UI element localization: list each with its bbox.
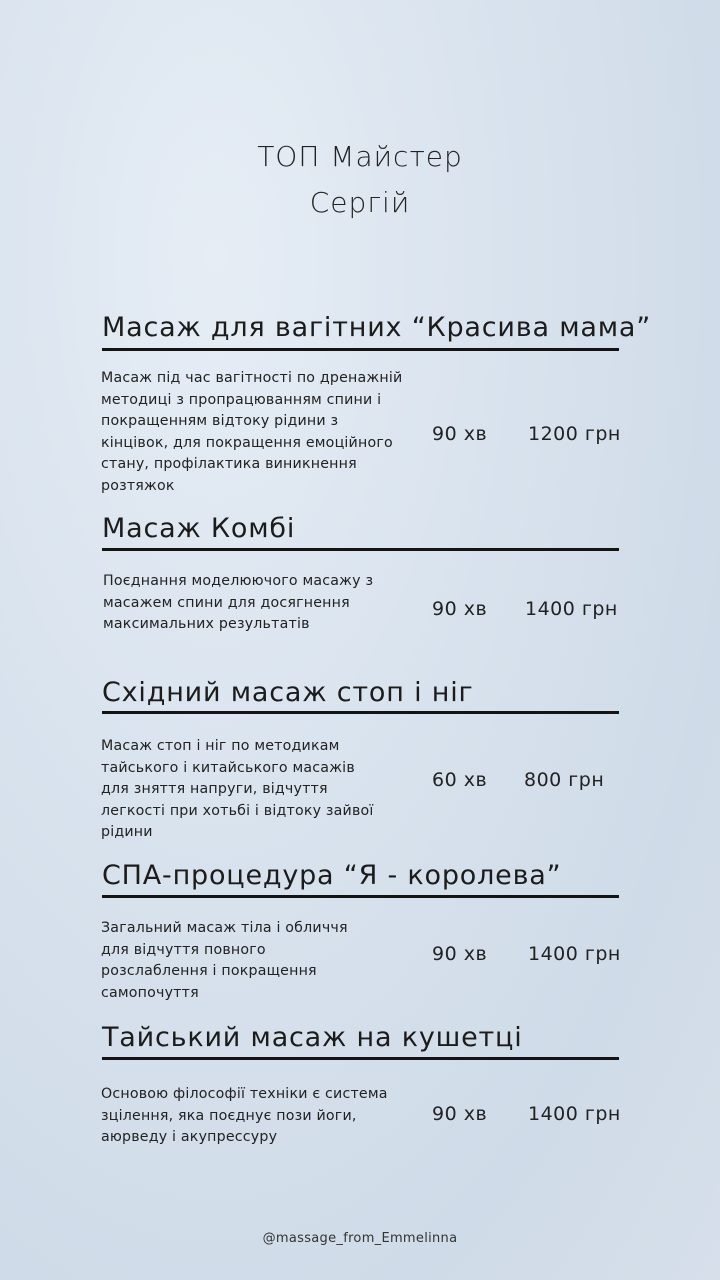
service-duration: 90 хв xyxy=(432,943,488,965)
section-divider xyxy=(102,711,619,714)
master-name: Сергій xyxy=(309,186,411,219)
service-title: Масаж для вагітних “Красива мама” xyxy=(102,312,652,343)
service-price: 1400 грн xyxy=(525,598,618,620)
service-price: 1200 грн xyxy=(528,423,621,445)
section-divider xyxy=(102,548,619,551)
service-duration: 90 хв xyxy=(432,598,488,620)
service-price: 800 грн xyxy=(524,769,605,791)
service-description: Поєднання моделюючого масажу з масажем спини для досягнення максимальних результатів xyxy=(103,573,374,632)
service-title: Східний масаж стоп і ніг xyxy=(102,677,474,708)
service-description: Загальний масаж тіла і обличчя для відчуття повного розслаблення і покращення самопочуття xyxy=(101,920,348,1001)
service-price: 1400 грн xyxy=(528,1103,621,1125)
service-duration: 90 хв xyxy=(432,1103,488,1125)
section-divider xyxy=(102,1057,619,1060)
service-description: Масаж під час вагітності по дренажній методиці з пропрацюванням спини і покращенням відтоку рідини з кінцівок, для покращення емоційного стану, профілактика виникнення розтяжок xyxy=(101,370,403,494)
service-duration: 60 хв xyxy=(432,769,488,791)
section-divider xyxy=(102,895,619,898)
service-description: Масаж стоп і ніг по методикам тайського і китайського масажів для зняття напруги, відчуття легкості при хотьбі і відтоку зайвої рідини xyxy=(101,738,374,840)
service-price: 1400 грн xyxy=(528,943,621,965)
service-description: Основою філософії техніки є система зцілення, яка поєднує пози йоги, аюрведу і акупрессуру xyxy=(101,1086,388,1145)
page-title: ТОП Майстер xyxy=(257,140,463,173)
service-title: Тайський масаж на кушетці xyxy=(102,1022,523,1053)
section-divider xyxy=(102,348,619,351)
instagram-handle: @massage_from_Emmelinna xyxy=(262,1231,458,1246)
service-title: Масаж Комбі xyxy=(102,513,296,544)
service-duration: 90 хв xyxy=(432,423,488,445)
service-title: СПА-процедура “Я - королева” xyxy=(102,860,562,891)
